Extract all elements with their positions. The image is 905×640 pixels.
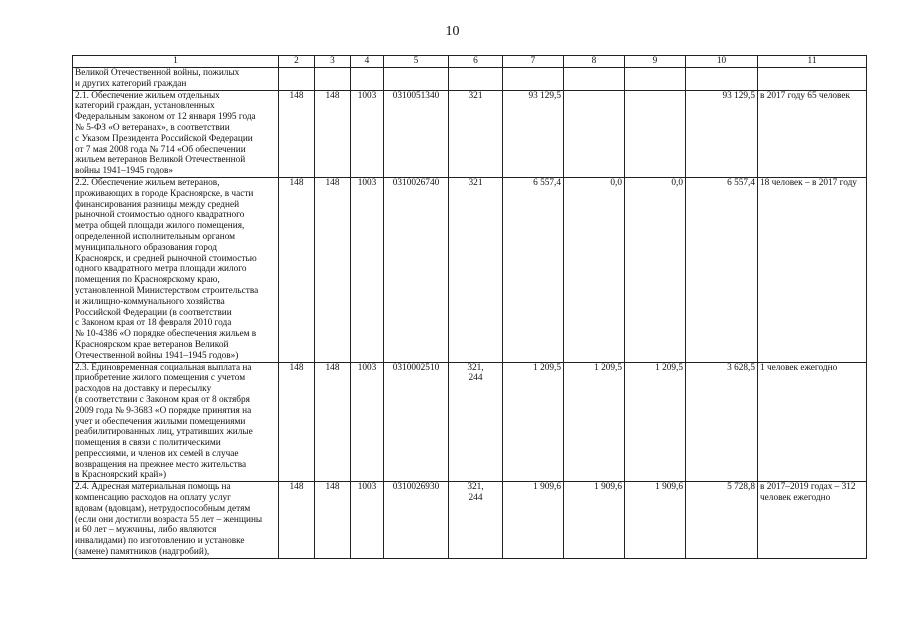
cell: 321, 244 bbox=[449, 362, 503, 482]
table-row bbox=[73, 482, 867, 559]
header-cell: 11 bbox=[758, 56, 867, 68]
row-description: 2.3. Единовременная социальная выплата на приобретение жилого помещения с учетом расходов на доставку и пересылку (в соответствии с Законом края от 8 октября 2009 года № 9-3683 «О порядке принятия на учет и обеспечения жилыми помещениями реабилитированных лиц, утративших жилые помещения в связи с политическими репрессиями, и членов их семей в случае возвращения на прежнее место жительства в Красноярский край») bbox=[73, 362, 279, 482]
cell: 3 628,5 bbox=[686, 362, 758, 482]
cell bbox=[625, 90, 686, 177]
cell: 1 209,5 bbox=[625, 362, 686, 482]
cell: 321 bbox=[449, 90, 503, 177]
cell: 1 209,5 bbox=[564, 362, 625, 482]
row-description: 2.4. Адресная материальная помощь на компенсацию расходов на оплату услуг вдовам (вдовцам), нетрудоспособным детям (если они достигли возраста 55 лет – женщины и 60 лет – мужчины, либо являются инвалидами) по изготовлению и установке (замене) памятников (надгробий), bbox=[73, 482, 279, 559]
cell: 1003 bbox=[351, 362, 384, 482]
cell: 148 bbox=[315, 177, 351, 362]
cell bbox=[758, 68, 867, 91]
cell: 6 557,4 bbox=[686, 177, 758, 362]
row-description: 2.1. Обеспечение жильем отдельных категорий граждан, установленных Федеральным законом от 12 января 1995 года № 5-ФЗ «О ветеранах», в соответствии с Указом Президента Российской Федерации от 7 мая 2008 года № 714 «Об обеспечении жильем ветеранов Великой Отечественной войны 1941–1945 годов» bbox=[73, 90, 279, 177]
cell: 148 bbox=[279, 177, 315, 362]
cell bbox=[351, 68, 384, 91]
cell: 0310002510 bbox=[384, 362, 449, 482]
cell bbox=[315, 68, 351, 91]
cell: 6 557,4 bbox=[503, 177, 564, 362]
cell: 148 bbox=[279, 482, 315, 559]
cell bbox=[625, 68, 686, 91]
cell: 0,0 bbox=[564, 177, 625, 362]
cell: 0310026930 bbox=[384, 482, 449, 559]
cell: 1 человек ежегодно bbox=[758, 362, 867, 482]
header-cell: 7 bbox=[503, 56, 564, 68]
cell: 1003 bbox=[351, 482, 384, 559]
cell: 5 728,8 bbox=[686, 482, 758, 559]
header-cell: 1 bbox=[73, 56, 279, 68]
cell: 93 129,5 bbox=[686, 90, 758, 177]
header-cell: 8 bbox=[564, 56, 625, 68]
header-cell: 3 bbox=[315, 56, 351, 68]
cell: 148 bbox=[315, 90, 351, 177]
cell: 321 bbox=[449, 177, 503, 362]
cell: 148 bbox=[279, 362, 315, 482]
table-header-row bbox=[73, 56, 867, 68]
cell: 1003 bbox=[351, 90, 384, 177]
header-cell: 6 bbox=[449, 56, 503, 68]
cell: 1 909,6 bbox=[564, 482, 625, 559]
budget-table bbox=[72, 55, 867, 559]
cell: в 2017 году 65 человек bbox=[758, 90, 867, 177]
cell: 93 129,5 bbox=[503, 90, 564, 177]
row-description: 2.2. Обеспечение жильем ветеранов, проживающих в городе Красноярске, в части финансирования разницы между средней рыночной стоимостью одного квадратного метра общей площади жилого помещения, определенной исполнительным органом муниципального образования город Красноярск, и средней рыночной стоимостью одного квадратного метра площади жилого помещения по Красноярскому краю, установленной Министерством строительства и жилищно-коммунального хозяйства Российской Федерации (в соответствии с Законом края от 18 февраля 2010 года № 10-4386 «О порядке обеспечения жильем в Красноярском крае ветеранов Великой Отечественной войны 1941–1945 годов») bbox=[73, 177, 279, 362]
table-row bbox=[73, 177, 867, 362]
cell: 1 209,5 bbox=[503, 362, 564, 482]
header-cell: 10 bbox=[686, 56, 758, 68]
table-row bbox=[73, 90, 867, 177]
cell bbox=[279, 68, 315, 91]
cell bbox=[564, 90, 625, 177]
page-number: 10 bbox=[445, 24, 460, 39]
cell: 321, 244 bbox=[449, 482, 503, 559]
cell: 0310026740 bbox=[384, 177, 449, 362]
header-cell: 2 bbox=[279, 56, 315, 68]
cell: 18 человек – в 2017 году bbox=[758, 177, 867, 362]
header-cell: 5 bbox=[384, 56, 449, 68]
cell bbox=[564, 68, 625, 91]
cell bbox=[384, 68, 449, 91]
cell: в 2017–2019 годах – 312 человек ежегодно bbox=[758, 482, 867, 559]
cell: 148 bbox=[279, 90, 315, 177]
header-cell: 9 bbox=[625, 56, 686, 68]
cell bbox=[503, 68, 564, 91]
cell: 0,0 bbox=[625, 177, 686, 362]
cell: 1 909,6 bbox=[625, 482, 686, 559]
cell: 1 909,6 bbox=[503, 482, 564, 559]
cell: 148 bbox=[315, 362, 351, 482]
cell: 1003 bbox=[351, 177, 384, 362]
table-row bbox=[73, 362, 867, 482]
cell bbox=[449, 68, 503, 91]
row-description: Великой Отечественной войны, пожилых и других категорий граждан bbox=[73, 68, 279, 91]
header-cell: 4 bbox=[351, 56, 384, 68]
cell: 148 bbox=[315, 482, 351, 559]
cell bbox=[686, 68, 758, 91]
cell: 0310051340 bbox=[384, 90, 449, 177]
table-row bbox=[73, 68, 867, 91]
